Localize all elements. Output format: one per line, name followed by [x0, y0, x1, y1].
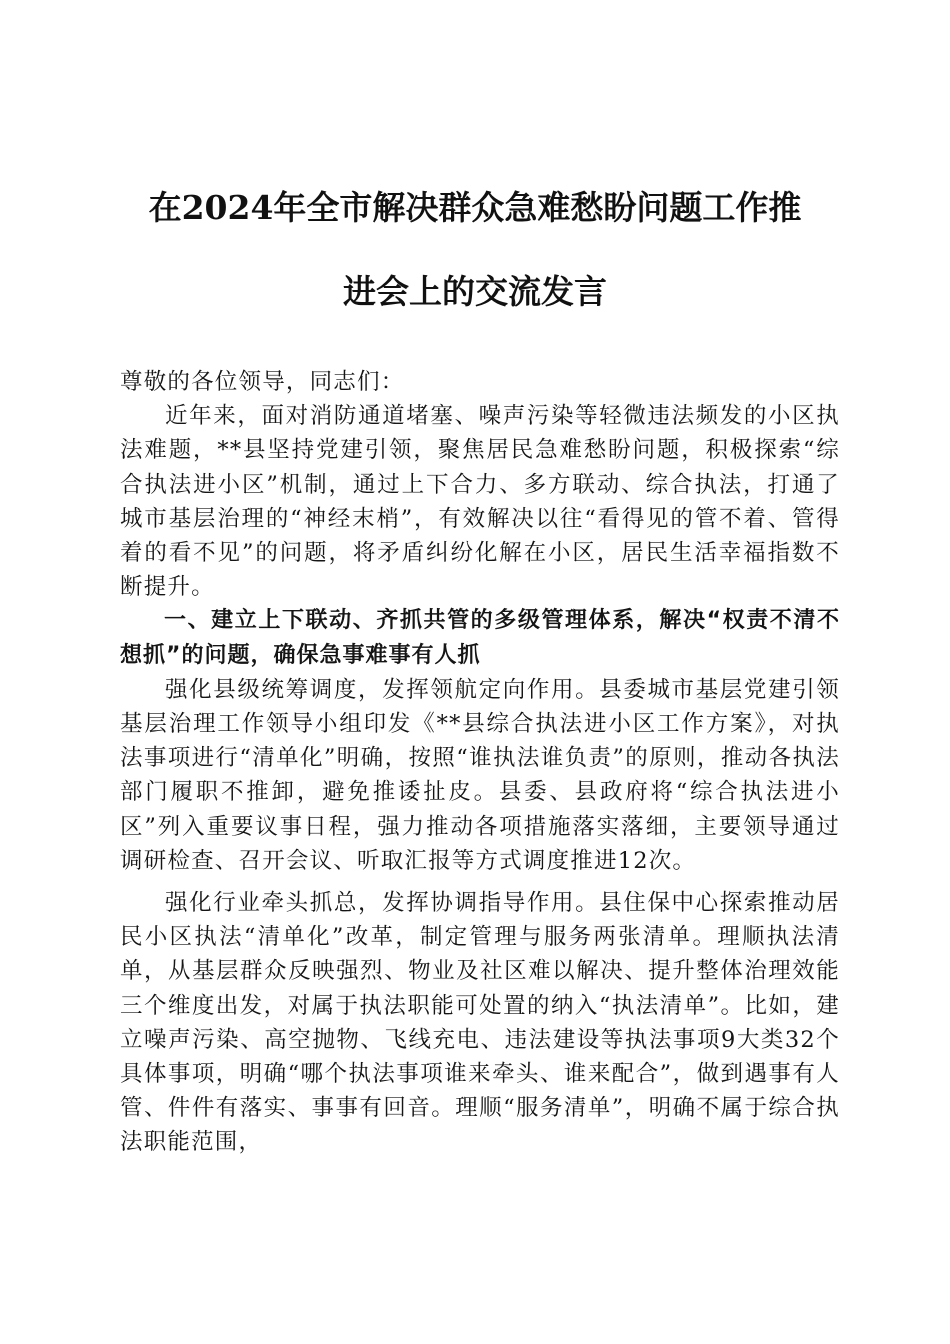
body-paragraph-2: 强化行业牵头抓总，发挥协调指导作用。县住保中心探索推动居民小区执法“清单化”改革，制定管理与服务两张清单。理顺执法清单，从基层群众反映强烈、物业及社区难以解决、提升整体治理效能三个维度出发，对属于执法职能可处置的纳入“执法清单”。比如，建立噪声污染、高空抛物、飞线充电、违法建设等执法事项9大类32个具体事项，明确“哪个执法事项谁来牵头、谁来配合”，做到遇事有人管、件件有落实、事事有回音。理顺“服务清单”，明确不属于综合执法职能范围，	[120, 890, 840, 1156]
intro-paragraph: 近年来，面对消防通道堵塞、噪声污染等轻微违法频发的小区执法难题，**县坚持党建引领，聚焦居民急难愁盼问题，积极探索“综合执法进小区”机制，通过上下合力、多方联动、综合执法，打通了城市基层治理的“神经末梢”，有效解决以往“看得见的管不着、管得着的看不见”的问题，将矛盾纠纷化解在小区，居民生活幸福指数不断提升。	[120, 403, 840, 601]
title-line-1: 在2024年全市解决群众急难愁盼问题工作推	[148, 188, 802, 227]
title-line-2: 进会上的交流发言	[343, 272, 607, 311]
document-title	[110, 166, 840, 334]
document-body	[120, 365, 840, 1160]
body-paragraph-1: 强化县级统筹调度，发挥领航定向作用。县委城市基层党建引领基层治理工作领导小组印发《**县综合执法进小区工作方案》，对执法事项进行“清单化”明确，按照“谁执法谁负责”的原则，推动各执法部门履职不推卸，避免推诿扯皮。县委、县政府将“综合执法进小区”列入重要议事日程，强力推动各项措施落实落细，主要领导通过调研检查、召开会议、听取汇报等方式调度推进12次。	[120, 676, 840, 874]
section-heading-1: 一、建立上下联动、齐抓共管的多级管理体系，解决“权责不清不想抓”的问题，确保急事难事有人抓	[120, 608, 840, 668]
salutation: 尊敬的各位领导，同志们：	[120, 369, 405, 395]
